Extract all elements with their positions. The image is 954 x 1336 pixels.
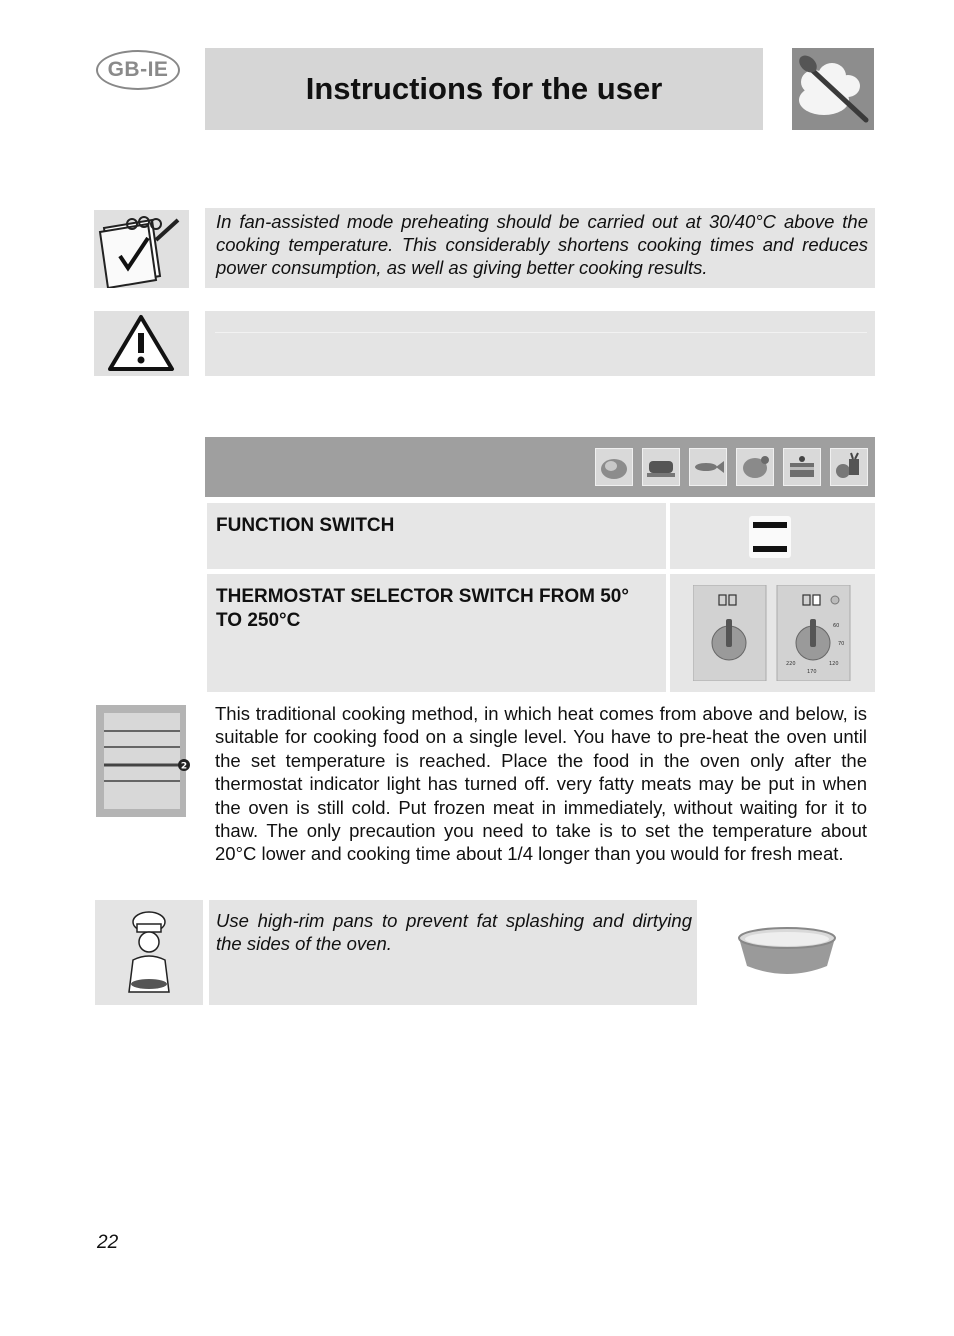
warning-triangle-icon <box>94 311 189 376</box>
shelf-level-number: 2 <box>180 761 188 772</box>
baking-pan-icon <box>735 922 840 980</box>
region-badge: GB-IE <box>96 50 180 90</box>
cake-icon <box>783 448 821 486</box>
bread-icon <box>642 448 680 486</box>
poultry-icon <box>736 448 774 486</box>
title-banner <box>205 48 763 130</box>
chef-spoon-icon <box>792 48 874 130</box>
thermostat-label: THERMOSTAT SELECTOR SWITCH FROM 50° TO 250°C <box>207 574 666 692</box>
page-number: 22 <box>97 1232 119 1253</box>
page-title: Instructions for the user <box>305 71 663 106</box>
method-description: This traditional cooking method, in which heat comes from above and below, is suitable for cooking food on a single level. You have to pre-heat the oven until the set temperature is reached. Place the food in the oven only after the thermostat indicator light has turned off. very fatty meats may be put in when the oven is still cold. Put frozen meat in immediately, without waiting for it to thaw. The only precaution you need to take is to set the temperature about 20°C lower and cooking time about 1/4 longer than you would for fresh meat. <box>215 703 867 865</box>
chef-icon <box>109 908 189 1003</box>
knob-tick-70: 70 <box>838 641 845 647</box>
chef-icon-box <box>95 900 203 1005</box>
fish-icon <box>689 448 727 486</box>
function-switch-cell <box>670 503 875 569</box>
knob-tick-220: 220 <box>786 661 796 667</box>
control-knobs-icon <box>693 585 853 681</box>
divider <box>215 332 867 333</box>
knob-tick-60: 60 <box>833 623 840 629</box>
vegetables-icon <box>830 448 868 486</box>
top-bottom-heat-icon <box>749 516 791 558</box>
food-category-band <box>205 437 875 497</box>
thermostat-cell <box>670 574 875 692</box>
knob-tick-120: 120 <box>829 661 839 667</box>
knob-tick-170: 170 <box>807 669 817 675</box>
tip-text: Use high-rim pans to prevent fat splashing and dirtying the sides of the oven. <box>209 900 697 1005</box>
function-switch-label: FUNCTION SWITCH <box>207 503 666 569</box>
warning-box <box>205 311 875 376</box>
oven-shelf-icon <box>96 703 190 818</box>
preheat-note: In fan-assisted mode preheating should be carried out at 30/40°C above the cooking temperature. This considerably shortens cooking times and reduces power consumption, as well as giving better cooking results. <box>205 208 875 288</box>
roast-icon <box>595 448 633 486</box>
notepad-check-icon <box>94 210 189 288</box>
